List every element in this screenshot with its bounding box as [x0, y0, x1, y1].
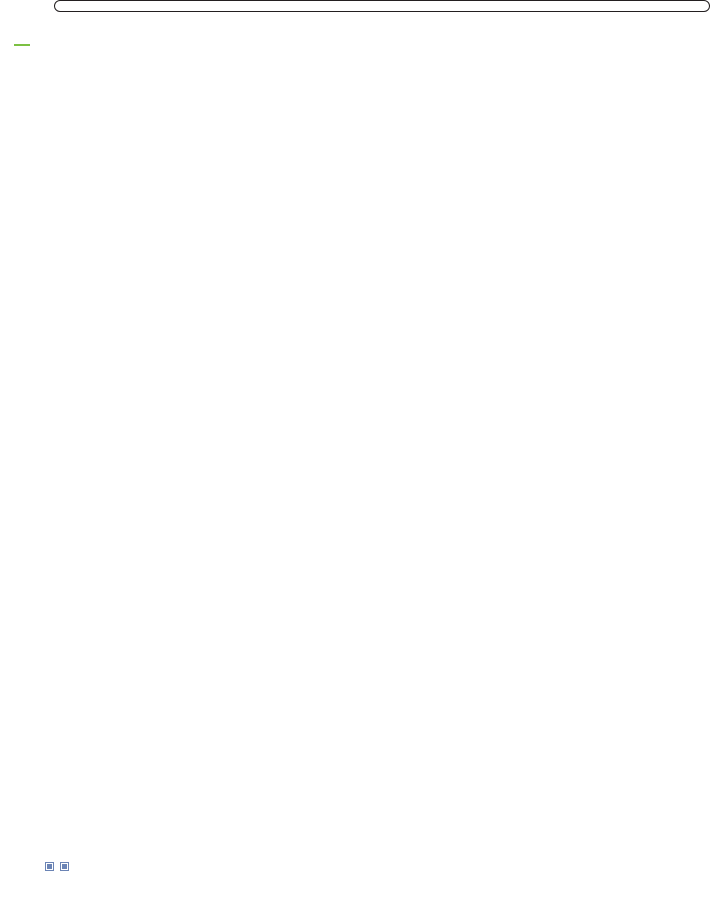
chapter-sidebar: [0, 0, 46, 900]
delivery-icon: [45, 862, 54, 871]
assembly-icon: [60, 862, 69, 871]
chapter-label: [0, 108, 46, 288]
footnote: [42, 862, 72, 871]
pictogram-legend: [54, 0, 710, 12]
page-footer: [14, 878, 20, 890]
chapter-rule: [14, 44, 30, 46]
